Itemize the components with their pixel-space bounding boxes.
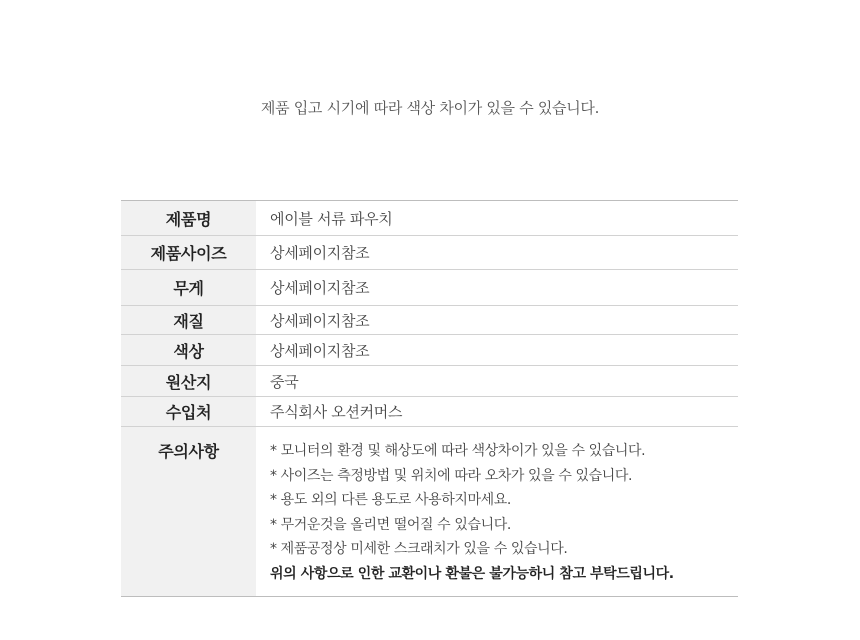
row-label: 무게 (121, 270, 256, 306)
row-product-size (121, 236, 738, 270)
row-value: 주식회사 오션커머스 (270, 403, 403, 421)
row-value: 상세페이지참조 (270, 244, 370, 262)
row-value: 상세페이지참조 (270, 341, 370, 360)
caution-refund-policy: 위의 사항으로 인한 교환이나 환불은 불가능하니 참고 부탁드립니다. (270, 565, 674, 582)
row-material (121, 306, 738, 335)
caution-list (270, 439, 738, 562)
row-value: 상세페이지참조 (270, 311, 370, 330)
row-value: 중국 (270, 372, 299, 391)
row-weight (121, 270, 738, 306)
row-label: 원산지 (121, 366, 256, 397)
row-label: 색상 (121, 335, 256, 366)
row-label: 수입처 (121, 397, 256, 427)
caution-content (256, 427, 738, 597)
color-variation-notice: 제품 입고 시기에 따라 색상 차이가 있을 수 있습니다. (260, 99, 600, 117)
row-label: 제품사이즈 (121, 236, 256, 270)
caution-item: * 제품공정상 미세한 스크래치가 있을 수 있습니다. (270, 541, 568, 557)
caution-item: * 모니터의 환경 및 해상도에 따라 색상차이가 있을 수 있습니다. (270, 443, 646, 459)
caution-item: * 사이즈는 측정방법 및 위치에 따라 오차가 있을 수 있습니다. (270, 467, 633, 484)
row-color (121, 335, 738, 366)
row-label: 제품명 (121, 201, 256, 236)
row-value: 에이블 서류 파우치 (270, 209, 393, 228)
product-info-table (121, 200, 738, 597)
row-label: 재질 (121, 306, 256, 335)
row-label: 주의사항 (121, 427, 256, 597)
row-importer (121, 397, 738, 427)
caution-item: * 무거운것을 올리면 떨어질 수 있습니다. (270, 516, 511, 533)
caution-item: * 용도 외의 다른 용도로 사용하지마세요. (270, 492, 511, 508)
row-origin (121, 366, 738, 397)
row-product-name (121, 201, 738, 236)
row-value: 상세페이지참조 (270, 279, 370, 297)
row-caution (121, 427, 738, 597)
